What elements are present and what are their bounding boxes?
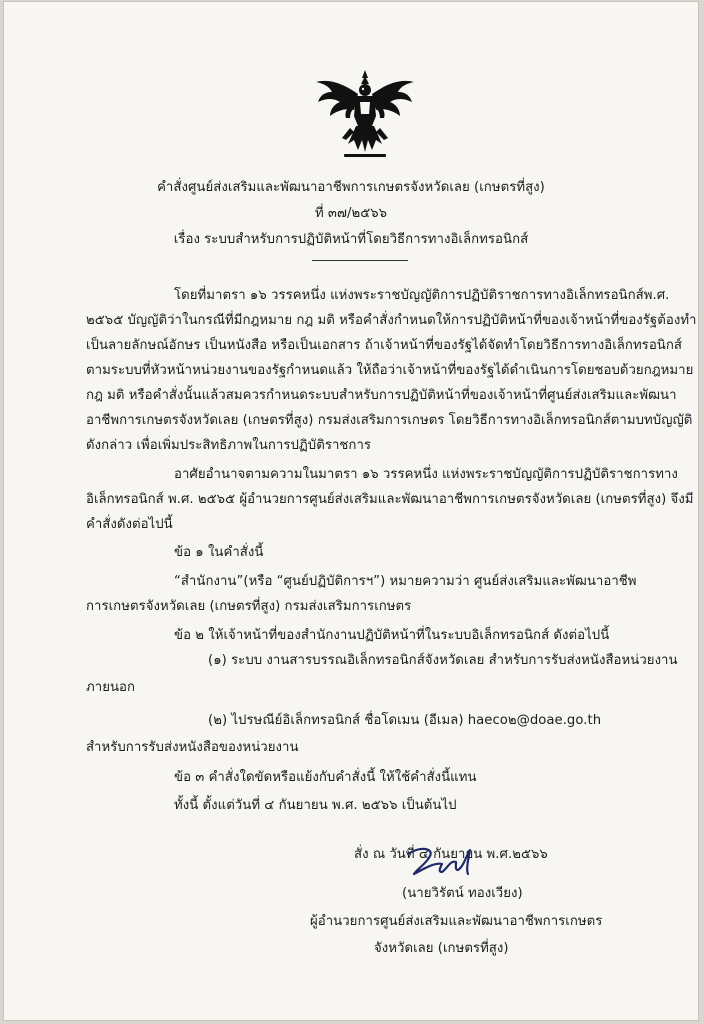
- signer-title: ผู้อำนวยการศูนย์ส่งเสริมและพัฒนาอาชีพการเกษตร: [310, 914, 603, 929]
- order-subject: เรื่อง ระบบสำหรับการปฏิบัติหน้าที่โดยวิธีการทางอิเล็กทรอนิกส์: [173, 232, 529, 247]
- order-title: คำสั่งศูนย์ส่งเสริมและพัฒนาอาชีพการเกษตรจังหวัดเลย (เกษตรที่สูง): [157, 180, 545, 195]
- clause2-heading: ข้อ ๒ ให้เจ้าหน้าที่ของสำนักงานปฏิบัติหน้าที่ในระบบอิเล็กทรอนิกส์ ดังต่อไปนี้: [174, 628, 610, 643]
- order-number: ที่ ๓๗/๒๕๖๖: [314, 206, 388, 221]
- para1-line: ตามระบบที่หัวหน้าหน่วยงานของรัฐกำหนดแล้ว ให้ถือว่าเจ้าหน้าที่ของรัฐได้ดำเนินการโดยชอบด้วยกฎหมาย: [86, 363, 694, 378]
- para1-line: เป็นลายลักษณ์อักษร เป็นหนังสือ หรือเป็นเอกสาร ถ้าเจ้าหน้าที่ของรัฐได้จัดทำโดยวิธีการทางอิเล็กทรอนิกส์: [86, 338, 682, 353]
- para1-line: ดังกล่าว เพื่อเพิ่มประสิทธิภาพในการปฏิบัติราชการ: [86, 438, 372, 453]
- para1-line: ๒๕๖๕ บัญญัติว่าในกรณีที่มีกฎหมาย กฎ มติ หรือคำสั่งกำหนดให้การปฏิบัติหน้าที่ของเจ้าหน้าที่ของรัฐต้องทำ: [86, 313, 697, 328]
- para1-line: อาชีพการเกษตรจังหวัดเลย (เกษตรที่สูง) กรมส่งเสริมการเกษตร โดยวิธีการทางอิเล็กทรอนิกส์ตามบทบัญญัติ: [86, 413, 693, 428]
- clause2-item2-line: สำหรับการรับส่งหนังสือของหน่วยงาน: [86, 740, 299, 755]
- para1-line: โดยที่มาตรา ๑๖ วรรคหนึ่ง แห่งพระราชบัญญัติการปฏิบัติราชการทางอิเล็กทรอนิกส์พ.ศ.: [174, 288, 670, 303]
- garuda-emblem-icon: [310, 68, 420, 160]
- para1-line: กฎ มติ หรือคำสั่งนั้นแล้วสมควรกำหนดระบบสำหรับการปฏิบัติหน้าที่ของเจ้าหน้าที่ศูนย์ส่งเสริมและพัฒนา: [86, 388, 677, 403]
- para2-line: อิเล็กทรอนิกส์ พ.ศ. ๒๕๖๕ ผู้อำนวยการศูนย์ส่งเสริมและพัฒนาอาชีพการเกษตรจังหวัดเลย (เกษตรที่สูง) จึงมี: [86, 492, 694, 507]
- para2-line: คำสั่งดังต่อไปนี้: [86, 517, 173, 532]
- clause1-line: การเกษตรจังหวัดเลย (เกษตรที่สูง) กรมส่งเสริมการเกษตร: [86, 599, 412, 614]
- document-page: [4, 2, 698, 1020]
- clause2-item2-line: (๒) ไปรษณีย์อิเล็กทรอนิกส์ ชื่อโดเมน (อีเมล) haeco๒@doae.go.th: [208, 713, 602, 728]
- clause1-heading: ข้อ ๑ ในคำสั่งนี้: [174, 545, 264, 560]
- clause2-item1-line: (๑) ระบบ งานสารบรรณอิเล็กทรอนิกส์จังหวัดเลย สำหรับการรับส่งหนังสือหน่วยงาน: [208, 653, 678, 668]
- para2-line: อาศัยอำนาจตามความในมาตรา ๑๖ วรรคหนึ่ง แห่งพระราชบัญญัติการปฏิบัติราชการทาง: [174, 467, 678, 482]
- effective-date-text: ทั้งนี้ ตั้งแต่วันที่ ๔ กันยายน พ.ศ. ๒๕๖๖ เป็นต้นไป: [174, 798, 457, 813]
- clause1-line: “สำนักงาน”(หรือ “ศูนย์ปฏิบัติการฯ”) หมายความว่า ศูนย์ส่งเสริมและพัฒนาอาชีพ: [174, 574, 637, 589]
- signature: [400, 840, 492, 880]
- ordered-date: สั่ง ณ วันที่ ๔ กันยายน พ.ศ.๒๕๖๖: [354, 847, 548, 862]
- clause2-item1-line: ภายนอก: [86, 680, 136, 695]
- signer-name: (นายวิรัตน์ ทองเวียง): [402, 886, 523, 901]
- signer-title: จังหวัดเลย (เกษตรที่สูง): [374, 941, 509, 956]
- clause3-text: ข้อ ๓ คำสั่งใดขัดหรือแย้งกับคำสั่งนี้ ให้ใช้คำสั่งนี้แทน: [174, 770, 477, 785]
- divider-line: [312, 260, 408, 261]
